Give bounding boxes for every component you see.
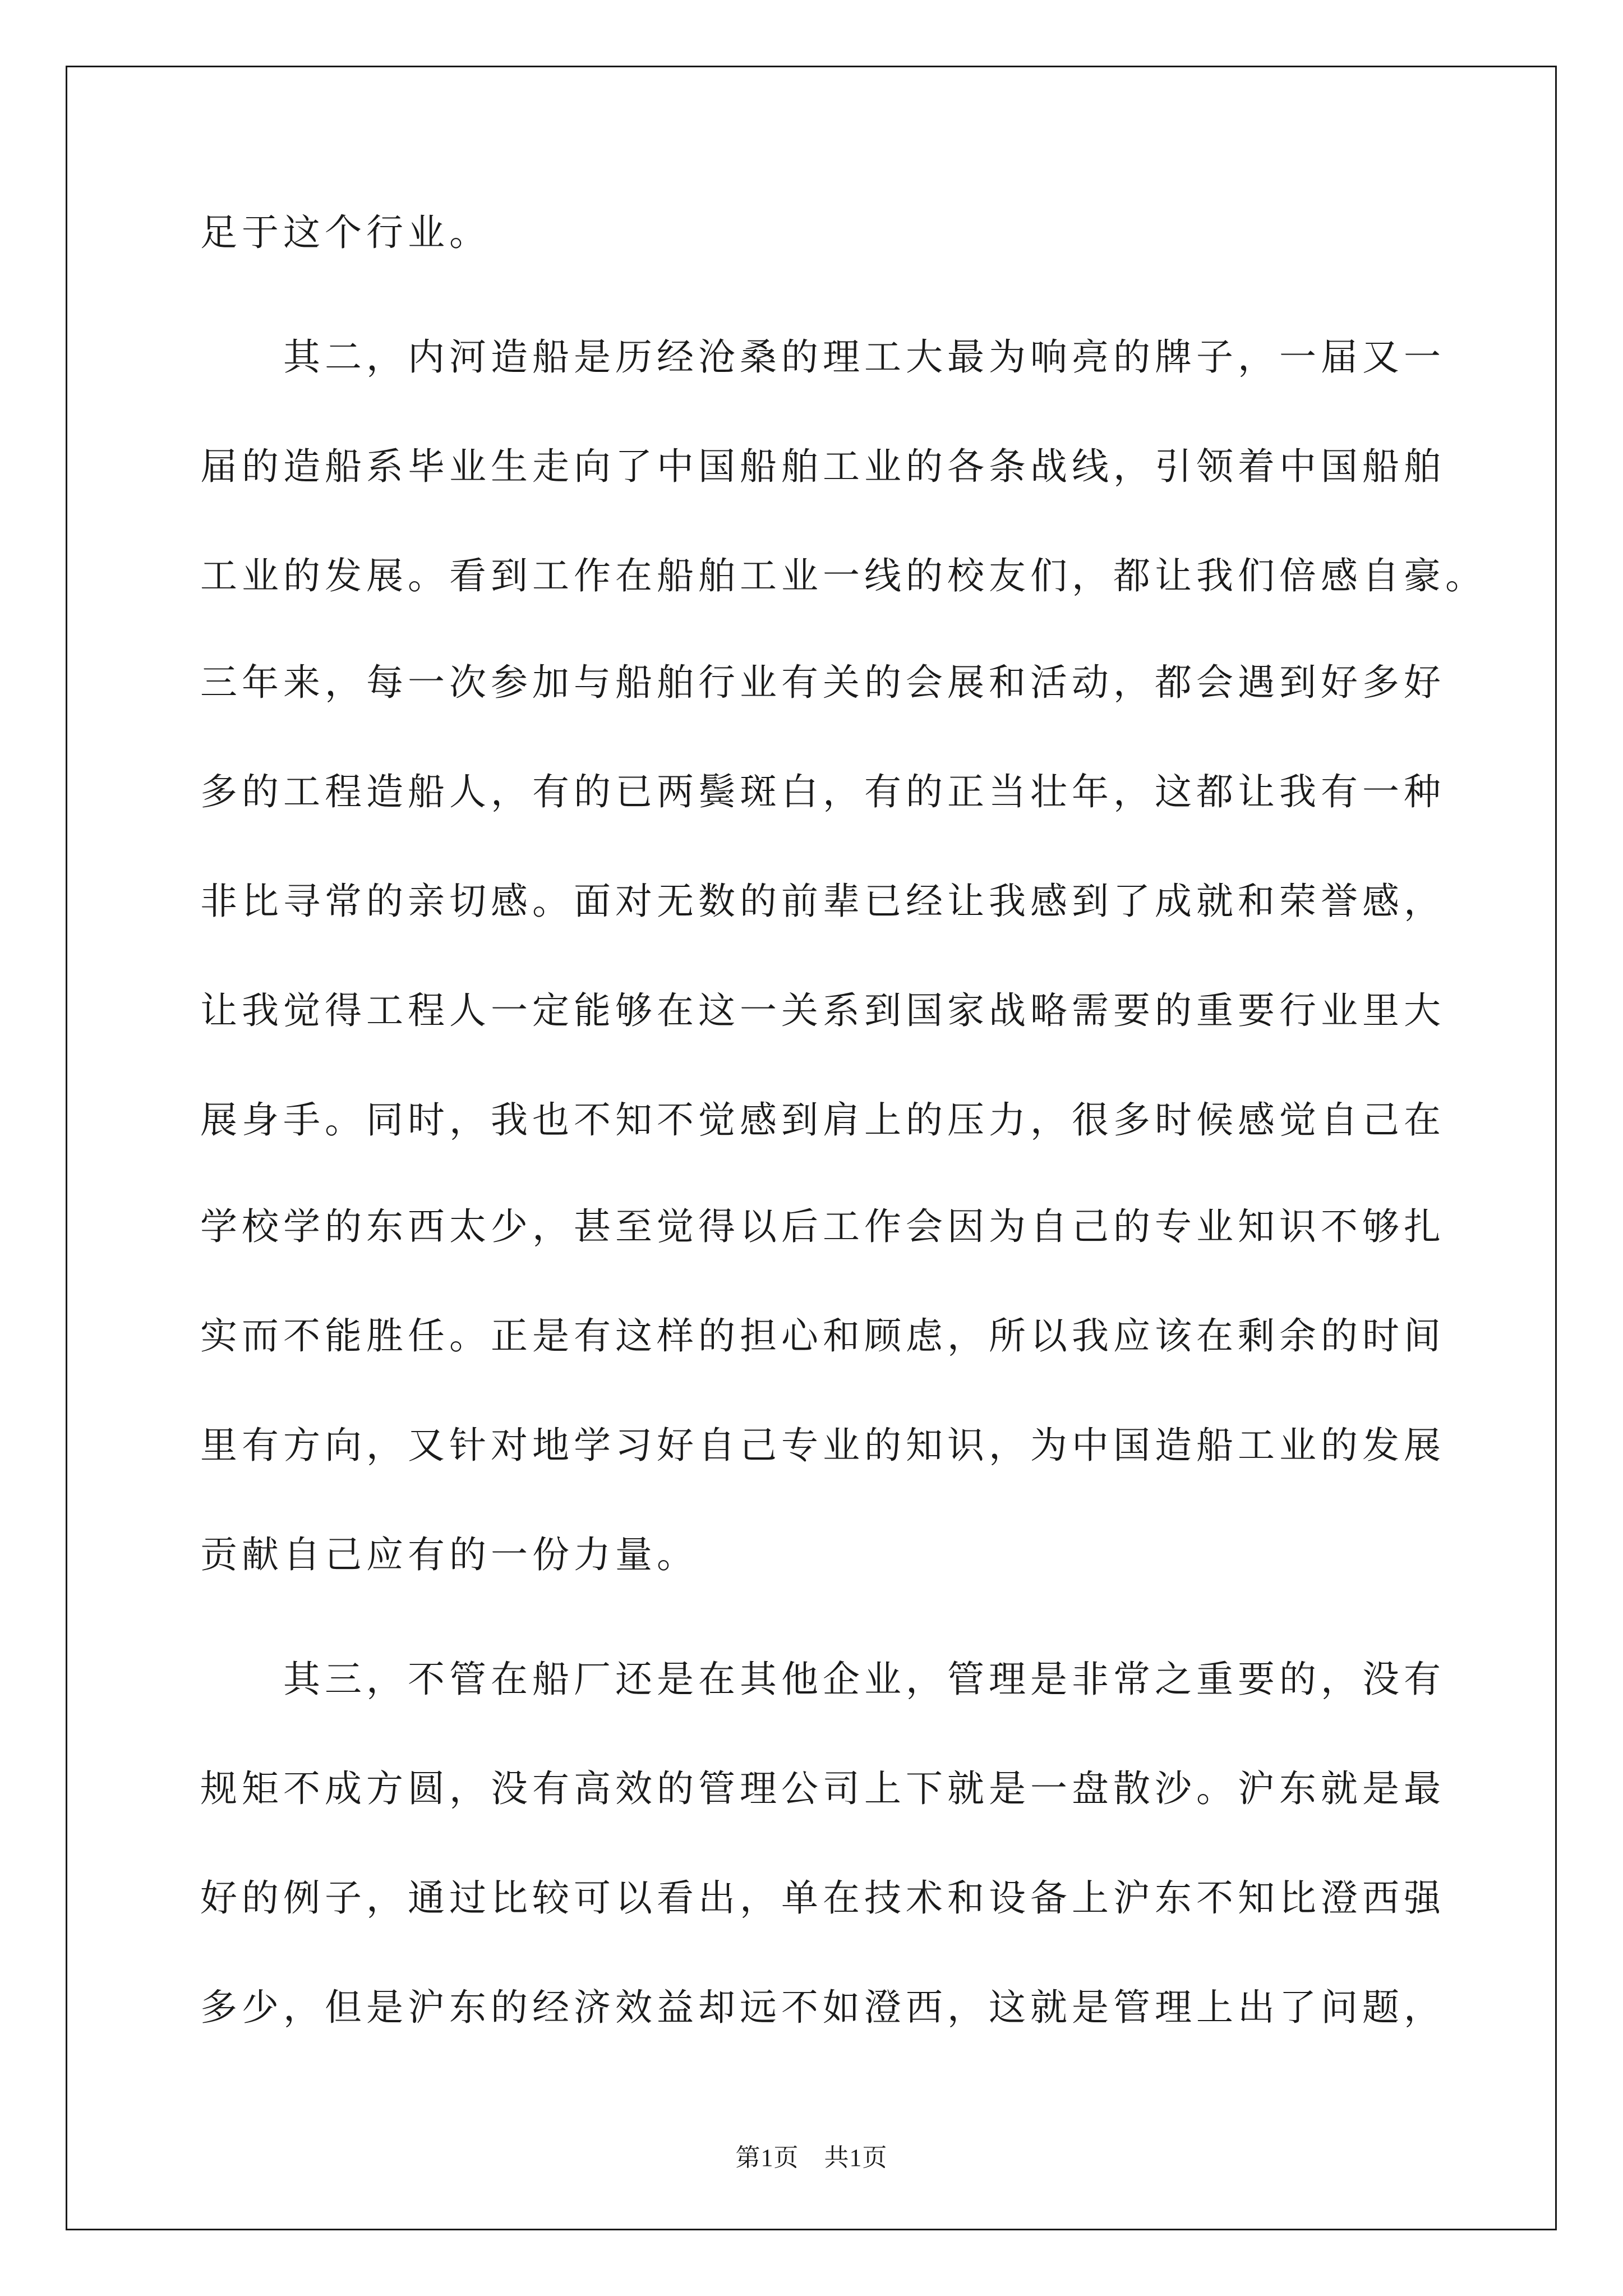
text-line: 多的工程造船人，有的已两鬓斑白，有的正当壮年，这都让我有一种 <box>200 770 1445 813</box>
text-line: 实而不能胜任。正是有这样的担心和顾虑，所以我应该在剩余的时间 <box>200 1314 1445 1358</box>
text-line: 里有方向，又针对地学习好自己专业的知识，为中国造船工业的发展 <box>200 1424 1445 1467</box>
text-line: 足于这个行业。 <box>200 211 491 254</box>
text-line: 好的例子，通过比较可以看出，单在技术和设备上沪东不知比澄西强 <box>200 1876 1445 1920</box>
text-line: 学校学的东西太少，甚至觉得以后工作会因为自己的专业知识不够扎 <box>200 1205 1445 1248</box>
text-line: 非比寻常的亲切感。面对无数的前辈已经让我感到了成就和荣誉感， <box>200 880 1445 923</box>
page-number-footer: 第1页 共1页 <box>735 2144 888 2171</box>
text-line: 其二，内河造船是历经沧桑的理工大最为响亮的牌子，一届又一 <box>200 335 1445 379</box>
text-line: 其三，不管在船厂还是在其他企业，管理是非常之重要的，没有 <box>200 1658 1445 1701</box>
text-line: 贡献自己应有的一份力量。 <box>200 1533 698 1576</box>
text-line: 多少，但是沪东的经济效益却远不如澄西，这就是管理上出了问题， <box>200 1986 1445 2029</box>
text-line: 三年来，每一次参加与船舶行业有关的会展和活动，都会遇到好多好 <box>200 661 1445 704</box>
text-line: 届的造船系毕业生走向了中国船舶工业的各条战线，引领着中国船舶 <box>200 445 1445 488</box>
text-line: 让我觉得工程人一定能够在这一关系到国家战略需要的重要行业里大 <box>200 989 1445 1032</box>
text-line: 规矩不成方圆，没有高效的管理公司上下就是一盘散沙。沪东就是最 <box>200 1767 1445 1810</box>
text-line: 展身手。同时，我也不知不觉感到肩上的压力，很多时候感觉自己在 <box>200 1098 1445 1142</box>
text-line: 工业的发展。看到工作在船舶工业一线的校友们，都让我们倍感自豪。 <box>200 554 1487 597</box>
